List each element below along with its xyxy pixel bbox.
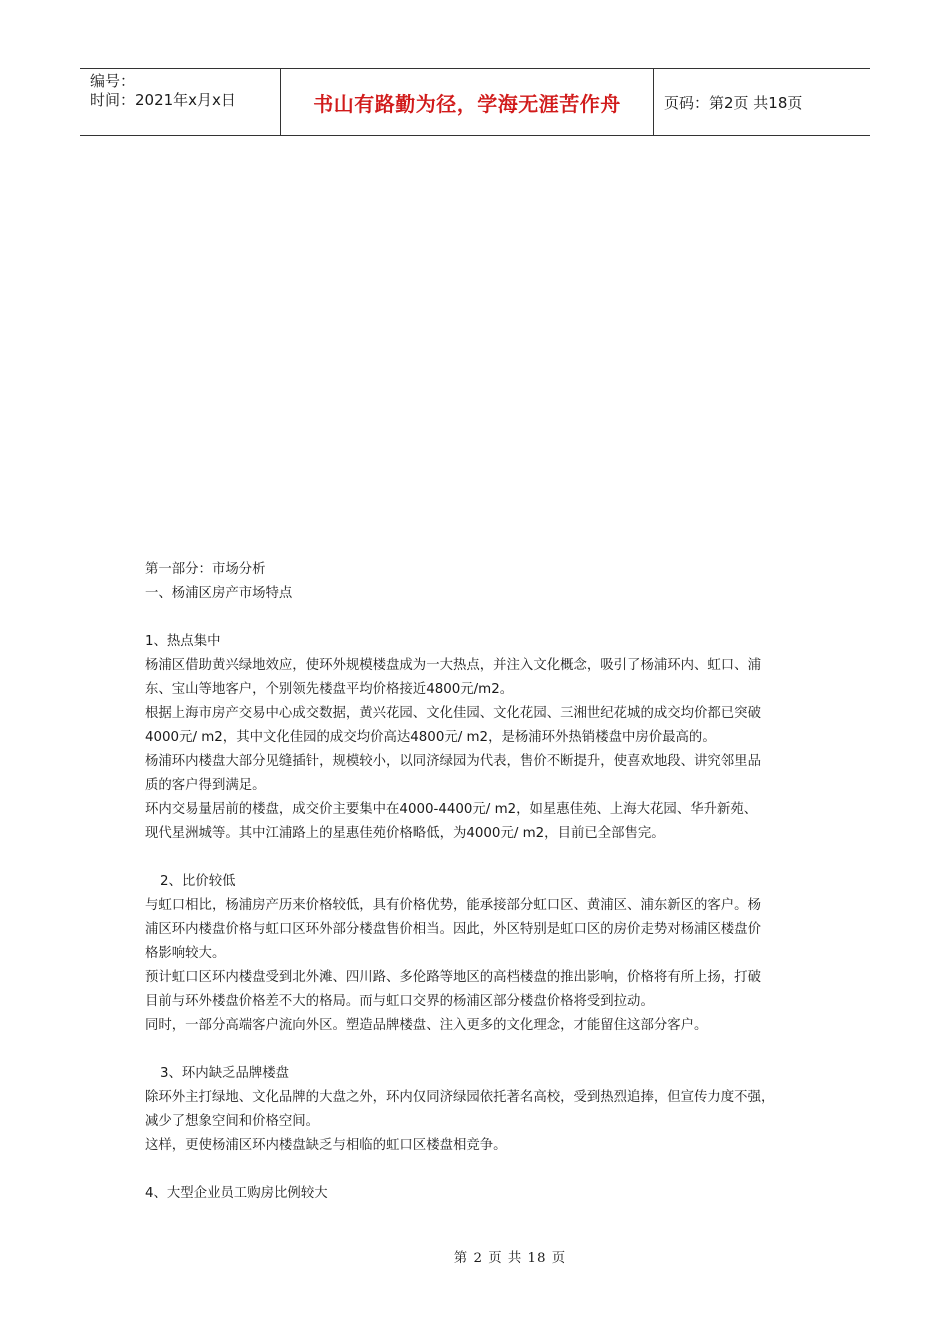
header-meta: [80, 69, 281, 135]
page-footer: 第 2 页 共 18 页: [453, 1251, 567, 1266]
subsection-heading-3: 3、环内缺乏品牌楼盘: [160, 1066, 290, 1081]
section-title: 一、杨浦区房产市场特点: [145, 586, 293, 601]
subsection-heading-2: 2、比价较低: [160, 874, 236, 889]
header-motto: 书山有路勤为径，学海无涯苦作舟: [281, 69, 654, 135]
part-title: 第一部分：市场分析: [145, 562, 266, 577]
paragraph-line: 浦区环内楼盘价格与虹口区环外部分楼盘售价相当。因此，外区特别是虹口区的房价走势对杨浦区楼盘价: [145, 922, 761, 937]
paragraph-line: 目前与环外楼盘价格差不大的格局。而与虹口交界的杨浦区部分楼盘价格将受到拉动。: [145, 994, 654, 1009]
paragraph-line: 这样，更使杨浦区环内楼盘缺乏与相临的虹口区楼盘相竞争。: [145, 1138, 507, 1153]
header-page-info: 页码：第2页 共18页: [664, 93, 803, 112]
paragraph-line: 减少了想象空间和价格空间。: [145, 1114, 320, 1129]
paragraph-line: 现代星洲城等。其中江浦路上的星惠佳苑价格略低，为4000元/ m2，目前已全部售完。: [145, 826, 665, 841]
paragraph-line: 杨浦环内楼盘大部分见缝插针，规模较小，以同济绿园为代表，售价不断提升，使喜欢地段、讲究邻里品: [145, 754, 761, 769]
spacer: [145, 846, 835, 870]
paragraph-line: 根据上海市房产交易中心成交数据，黄兴花园、文化佳园、文化花园、三湘世纪花城的成交均价都已突破: [145, 706, 761, 721]
paragraph-line: 杨浦区借助黄兴绿地效应，使环外规模楼盘成为一大热点，并注入文化概念，吸引了杨浦环内、虹口、浦: [145, 658, 761, 673]
paragraph-line: 质的客户得到满足。: [145, 778, 266, 793]
spacer: [145, 606, 835, 630]
spacer: [145, 1038, 835, 1062]
paragraph-line: 格影响较大。: [145, 946, 226, 961]
paragraph-line: 同时，一部分高端客户流向外区。塑造品牌楼盘、注入更多的文化理念，才能留住这部分客户。: [145, 1018, 708, 1033]
subsection-heading-4: 4、大型企业员工购房比例较大: [145, 1186, 328, 1201]
paragraph-line: 除环外主打绿地、文化品牌的大盘之外，环内仅同济绿园依托著名高校，受到热烈追捧，但宣传力度不强，: [145, 1090, 775, 1105]
document-time: 时间：2021年x月x日: [90, 91, 236, 109]
paragraph-line: 与虹口相比，杨浦房产历来价格较低，具有价格优势，能承接部分虹口区、黄浦区、浦东新区的客户。杨: [145, 898, 761, 913]
paragraph-line: 环内交易量居前的楼盘，成交价主要集中在4000-4400元/ m2，如星惠佳苑、上海大花园、华升新苑、: [145, 802, 758, 817]
page-header: [80, 68, 870, 136]
spacer: [145, 1158, 835, 1182]
document-number: 编号：: [90, 72, 136, 90]
paragraph-line: 4000元/ m2，其中文化佳园的成交均价高达4800元/ m2，是杨浦环外热销楼盘中房价最高的。: [145, 730, 716, 745]
paragraph-line: 预计虹口区环内楼盘受到北外滩、四川路、多伦路等地区的高档楼盘的推出影响，价格将有所上扬，打破: [145, 970, 761, 985]
subsection-heading-1: 1、热点集中: [145, 634, 221, 649]
paragraph-line: 东、宝山等地客户，个别领先楼盘平均价格接近4800元/m2。: [145, 682, 514, 697]
document-body: [145, 558, 835, 1206]
